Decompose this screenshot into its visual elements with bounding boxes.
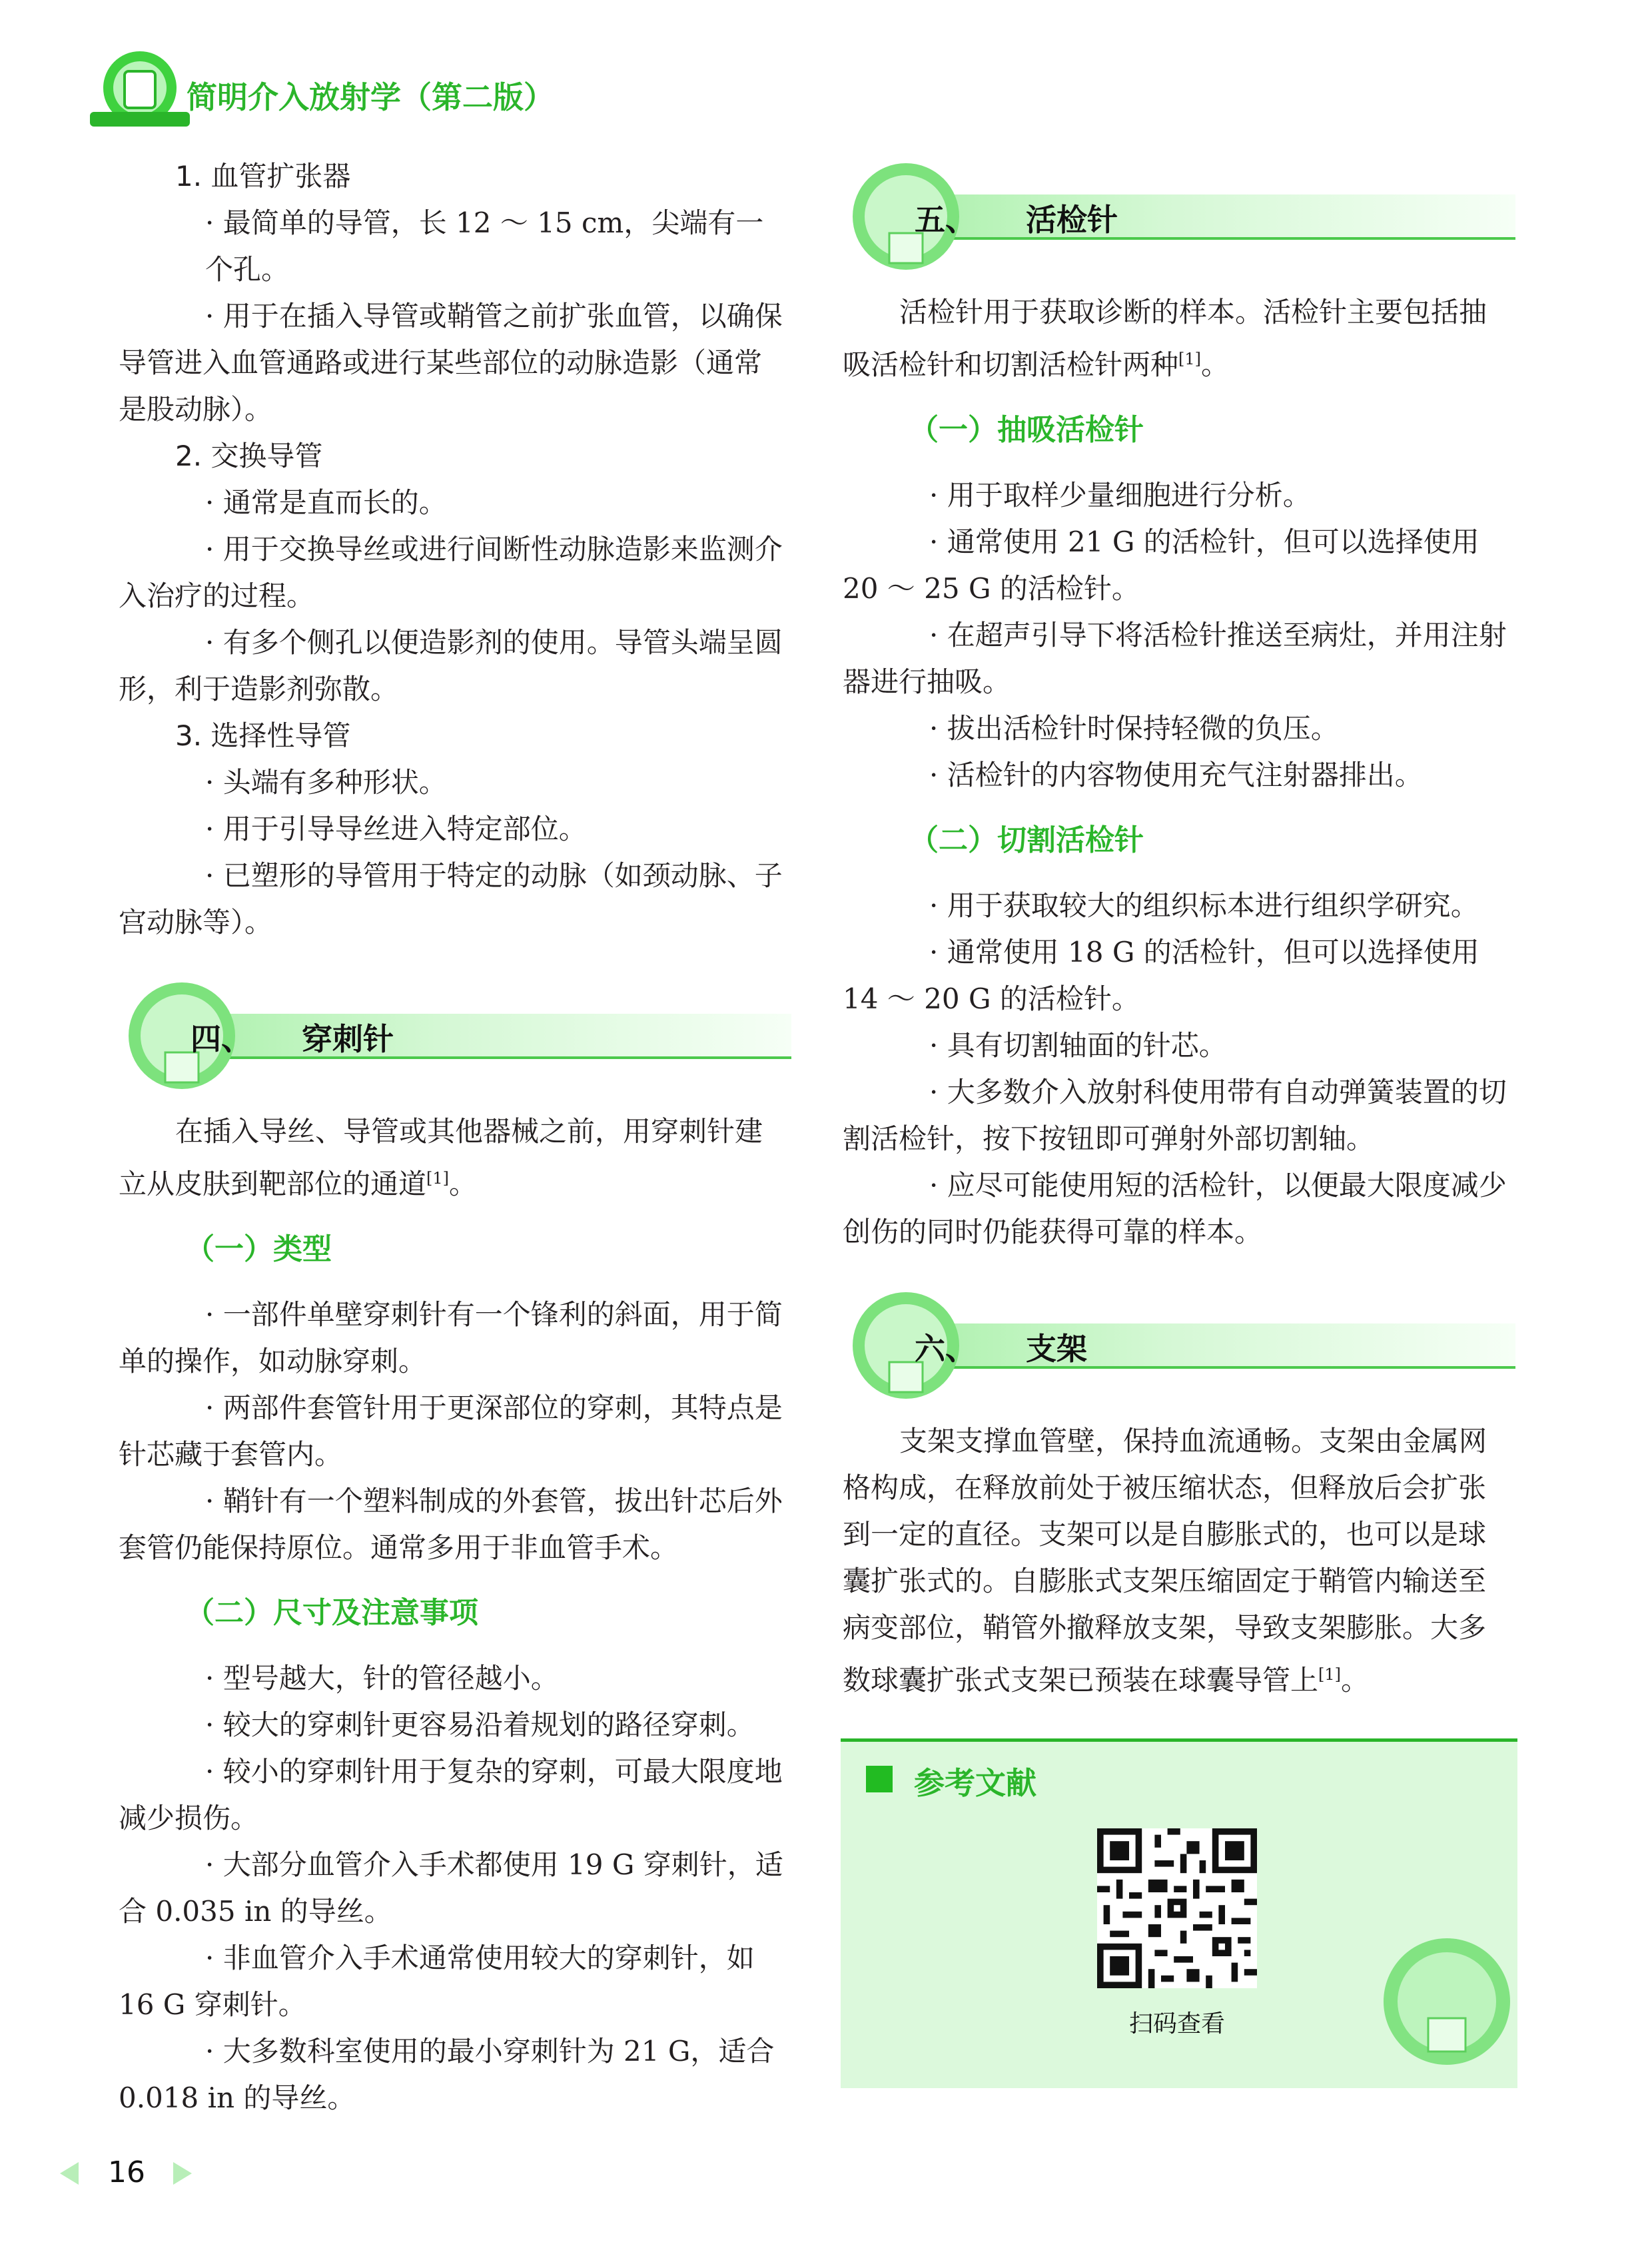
page-number: 16 <box>108 2155 145 2189</box>
text-line: · 鞘针有一个塑料制成的外套管，拔出针芯后外 <box>205 1485 783 1517</box>
subheading-size-notes: （二）尺寸及注意事项 <box>185 1596 478 1630</box>
text-line: 减少损伤。 <box>119 1802 259 1834</box>
text-line: · 两部件套管针用于更深部位的穿刺，其特点是 <box>205 1391 783 1424</box>
book-logo-icon <box>83 48 197 135</box>
text-line: 套管仍能保持原位。通常多用于非血管手术。 <box>119 1531 679 1564</box>
book-title: 简明介入放射学（第二版） <box>187 79 554 115</box>
subheading-types: （一）类型 <box>185 1232 332 1266</box>
text-line <box>843 336 1515 388</box>
square-bullet-icon <box>866 1766 893 1792</box>
citation: [1] <box>1318 1665 1342 1684</box>
text-line: 16 G 穿刺针。 <box>119 1988 306 2021</box>
text-line: · 通常使用 18 G 的活检针，但可以选择使用 <box>929 936 1479 968</box>
right-column <box>843 153 1515 1704</box>
text-span: 吸活检针和切割活检针两种 <box>843 348 1179 381</box>
section-number: 四、 <box>191 1021 252 1057</box>
text-line: 割活检针，按下按钮即可弹射外部切割轴。 <box>843 1122 1375 1155</box>
section-band <box>159 1014 791 1059</box>
text-line: · 较大的穿刺针更容易沿着规划的路径穿刺。 <box>205 1708 755 1741</box>
text-line: · 用于引导导丝进入特定部位。 <box>205 813 587 845</box>
text-line: 病变部位，鞘管外撤释放支架，导致支架膨胀。大多 <box>843 1611 1487 1644</box>
text-line: · 应尽可能使用短的活检针，以便最大限度减少 <box>929 1169 1507 1202</box>
text-line: 在插入导丝、导管或其他器械之前，用穿刺针建 <box>175 1115 763 1148</box>
page-number-marker <box>60 2150 193 2197</box>
text-line: 到一定的直径。支架可以是自膨胀式的，也可以是球 <box>843 1518 1487 1551</box>
text-line: 0.018 in 的导丝。 <box>119 2081 356 2114</box>
text-line <box>843 1651 1515 1704</box>
text-line: · 拔出活检针时保持轻微的负压。 <box>929 712 1339 745</box>
text-line: · 大部分血管介入手术都使用 19 G 穿刺针，适 <box>205 1848 783 1881</box>
section-title: 活检针 <box>1026 202 1118 238</box>
text-line: · 最简单的导管，长 12 ～ 15 cm，尖端有一个孔。 <box>205 206 764 286</box>
text-line: · 活检针的内容物使用充气注射器排出。 <box>929 759 1423 791</box>
text-line: · 用于交换导丝或进行间断性动脉造影来监测介 <box>205 533 783 565</box>
text-line: · 用于获取较大的组织标本进行组织学研究。 <box>929 889 1479 922</box>
text-line: 宫动脉等）。 <box>119 906 273 938</box>
text-line: · 较小的穿刺针用于复杂的穿刺，可最大限度地 <box>205 1755 783 1788</box>
text-line: · 通常使用 21 G 的活检针，但可以选择使用 <box>929 526 1479 558</box>
section-number: 六、 <box>915 1331 976 1367</box>
text-line: 针芯藏于套管内。 <box>119 1438 343 1471</box>
section-number: 五、 <box>915 202 976 238</box>
text-line: · 一部件单壁穿刺针有一个锋利的斜面，用于简 <box>205 1298 783 1331</box>
text-line: · 大多数介入放射科使用带有自动弹簧装置的切 <box>929 1076 1507 1108</box>
text-line: 囊扩张式的。自膨胀式支架压缩固定于鞘管内输送至 <box>843 1565 1487 1597</box>
text-line: · 在超声引导下将活检针推送至病灶，并用注射 <box>929 619 1507 651</box>
section-heading-stent <box>843 1282 1515 1409</box>
text-line: 14 ～ 20 G 的活检针。 <box>843 982 1140 1015</box>
qr-code-icon[interactable] <box>1097 1828 1257 1988</box>
section-heading-puncture-needle <box>119 972 791 1099</box>
heading-exchange-catheter: 2. 交换导管 <box>175 440 323 472</box>
text-span: 。 <box>449 1168 478 1200</box>
text-line: 活检针用于获取诊断的样本。活检针主要包括抽 <box>899 296 1487 328</box>
text-line: 器进行抽吸。 <box>843 665 1011 698</box>
text-line: 导管进入血管通路或进行某些部位的动脉造影（通常 <box>119 346 763 379</box>
text-line: · 具有切割轴面的针芯。 <box>929 1029 1227 1062</box>
text-line: 格构成，在释放前处于被压缩状态，但释放后会扩张 <box>843 1471 1487 1504</box>
section-title: 穿刺针 <box>302 1021 394 1057</box>
text-span: 。 <box>1341 1664 1370 1696</box>
text-line: · 型号越大，针的管径越小。 <box>205 1662 559 1694</box>
text-line: 合 0.035 in 的导丝。 <box>119 1895 392 1928</box>
text-line <box>119 1155 791 1208</box>
heading-selective-catheter: 3. 选择性导管 <box>175 719 351 752</box>
text-line: · 用于在插入导管或鞘管之前扩张血管，以确保 <box>205 300 783 332</box>
text-line: · 用于取样少量细胞进行分析。 <box>929 479 1311 512</box>
text-line: 单的操作，如动脉穿刺。 <box>119 1345 427 1377</box>
section-band <box>883 194 1515 240</box>
references-box <box>841 1738 1517 2088</box>
text-line: · 非血管介入手术通常使用较大的穿刺针，如 <box>205 1942 755 1974</box>
text-line: · 有多个侧孔以便造影剂的使用。导管头端呈圆 <box>205 626 783 659</box>
text-line: 形，利于造影剂弥散。 <box>119 673 399 705</box>
subheading-aspiration-needle: （一）抽吸活检针 <box>909 413 1144 447</box>
section-title: 支架 <box>1026 1331 1087 1367</box>
left-column <box>119 153 791 2121</box>
text-line: · 已塑形的导管用于特定的动脉（如颈动脉、子 <box>205 859 783 892</box>
text-line: · 头端有多种形状。 <box>205 766 447 799</box>
section-heading-biopsy-needle <box>843 153 1515 280</box>
citation: [1] <box>1178 350 1202 368</box>
text-span: 。 <box>1201 348 1230 381</box>
text-line: 是股动脉）。 <box>119 393 273 426</box>
text-line: 20 ～ 25 G 的活检针。 <box>843 572 1140 605</box>
references-label: 参考文献 <box>914 1765 1036 1801</box>
section-band <box>883 1323 1515 1369</box>
text-line: 创伤的同时仍能获得可靠的样本。 <box>843 1216 1263 1248</box>
text-span: 数球囊扩张式支架已预装在球囊导管上 <box>843 1664 1319 1696</box>
scan-caption: 扫码查看 <box>1128 2010 1225 2038</box>
decorative-circle-icon <box>1380 1935 1513 2068</box>
text-line: 支架支撑血管壁，保持血流通畅。支架由金属网 <box>899 1425 1487 1457</box>
citation: [1] <box>426 1169 450 1188</box>
text-line: 入治疗的过程。 <box>119 579 315 612</box>
text-line: · 通常是直而长的。 <box>205 486 447 519</box>
heading-vessel-dilator: 1. 血管扩张器 <box>175 160 351 192</box>
subheading-cutting-needle: （二）切割活检针 <box>909 823 1144 857</box>
text-line: · 大多数科室使用的最小穿刺针为 21 G，适合 <box>205 2035 775 2067</box>
text-span: 立从皮肤到靶部位的通道 <box>119 1168 427 1200</box>
